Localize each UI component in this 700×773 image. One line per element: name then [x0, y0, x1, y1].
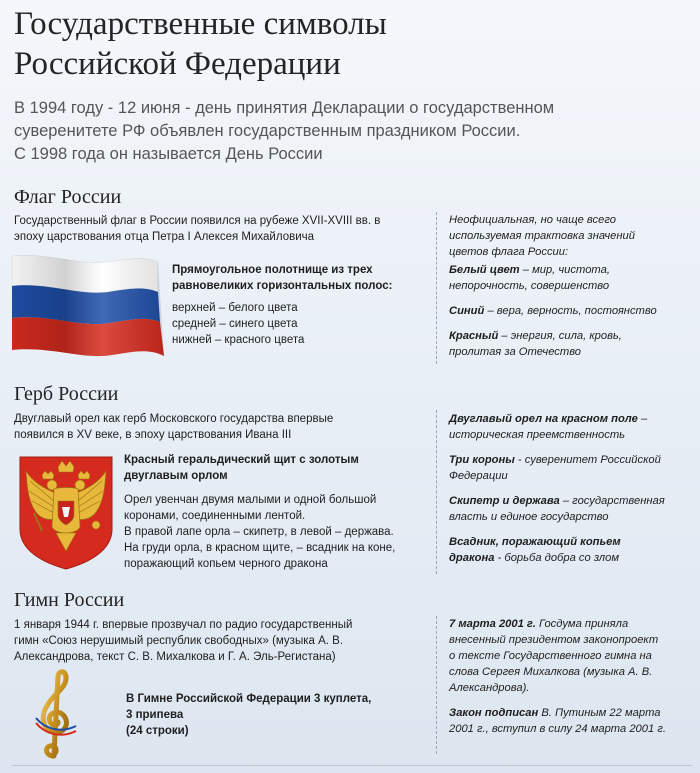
- anthem-s2-line-1: В. Путиным 22 марта: [538, 707, 661, 719]
- title-line-2: Российской Федерации: [14, 46, 341, 82]
- coat-body-line-3: В правой лапе орла – скипетр, в левой – держава.: [124, 526, 394, 538]
- intro-text: [14, 97, 694, 166]
- page-title: [14, 4, 694, 84]
- anthem-verses-line-3: (24 строки): [126, 725, 189, 737]
- stripes-title-line-2: равновеликих горизонтальных полос:: [172, 280, 393, 292]
- flag-desc-line-2: эпоху царствования отца Петра I Алексея Михайловича: [14, 231, 315, 243]
- blue-term: Синий: [449, 305, 485, 317]
- intro-line-3: С 1998 года он называется День России: [14, 145, 323, 163]
- coat-s3-def-2: власть и единое государство: [449, 511, 609, 523]
- blue-meaning: [449, 303, 694, 319]
- russian-flag-image: [8, 252, 166, 362]
- flag-stripes-block: [172, 262, 432, 348]
- coat-shield-block: [124, 452, 424, 572]
- coat-meaning: [449, 411, 694, 566]
- blue-def: – вера, верность, постоянство: [484, 305, 657, 317]
- coat-s4-term-2: дракона: [449, 552, 495, 564]
- coat-description: [14, 411, 429, 443]
- stripe-top-text: верхней – белого цвета: [172, 302, 298, 314]
- coat-body-line-2: коронами, соединенными лентой.: [124, 510, 306, 522]
- coat-divider: [436, 410, 437, 574]
- coat-s4-def: - борьба добра со злом: [494, 552, 619, 564]
- shield-title-line-2: двуглавым орлом: [124, 470, 228, 482]
- anthem-s2-term: Закон подписан: [449, 707, 539, 719]
- coat-s2-def-2: Федерации: [449, 470, 508, 482]
- anthem-s1-line-4: слова Сергея Михалкова (музыка А. В.: [449, 666, 653, 678]
- intro-line-1: В 1994 году - 12 июня - день принятия Декларации о государственном: [14, 99, 555, 117]
- bottom-rule: [12, 765, 692, 766]
- anthem-desc-line-1: 1 января 1944 г. впервые прозвучал по радио государственный: [14, 619, 353, 631]
- stripe-bottom-text: нижней – красного цвета: [172, 334, 305, 346]
- red-def-1: – энергия, сила, кровь,: [498, 330, 622, 342]
- red-term: Красный: [449, 330, 499, 342]
- title-line-1: Государственные символы: [14, 6, 387, 42]
- anthem-description: [14, 617, 429, 665]
- coat-s1-term: Двуглавый орел на красном поле: [449, 413, 638, 425]
- coat-s3-def-1: – государственная: [559, 495, 665, 507]
- anthem-s2-line-2: 2001 г., вступил в силу 24 марта 2001 г.: [449, 723, 666, 735]
- anthem-s1-first: [449, 616, 694, 632]
- flag-colors-meaning: [449, 212, 694, 360]
- anthem-s1-line-5: Александрова).: [449, 682, 530, 694]
- white-def-1: – мир, чистота,: [519, 264, 610, 276]
- coat-heading: Герб России: [14, 383, 119, 405]
- flag-side-intro-2: используемая трактовка значений: [449, 230, 635, 242]
- anthem-divider: [436, 616, 437, 754]
- anthem-s2-first: [449, 705, 694, 721]
- coat-s1-def-1: –: [637, 413, 648, 425]
- coat-s4-term-1: Всадник, поражающий копьем: [449, 536, 621, 548]
- intro-line-2: суверенитете РФ объявлен государственным праздником России.: [14, 122, 521, 140]
- coat-s2-def-1: - суверенитет Российской: [514, 454, 661, 466]
- coat-meaning-4: [449, 550, 694, 566]
- anthem-desc-line-3: Александрова, текст С. В. Михалкова и Г. А. Эль-Регистана): [14, 651, 336, 663]
- coat-body-line-5: поражающий копьем черного дракона: [124, 558, 328, 570]
- stripe-middle-text: средней – синего цвета: [172, 318, 298, 330]
- anthem-verses-line-1: В Гимне Российской Федерации 3 куплета,: [126, 693, 372, 705]
- coat-desc-line-2: появился в XV веке, в эпоху царствования Ивана III: [14, 429, 292, 441]
- flag-side-intro-1: Неофициальная, но чаще всего: [449, 214, 616, 226]
- anthem-s1-line-2: внесенный президентом законопроект: [449, 634, 659, 646]
- white-term: Белый цвет: [449, 264, 520, 276]
- anthem-s1-line-1: Госдума приняла: [535, 618, 629, 630]
- coat-of-arms-image: [18, 455, 114, 571]
- flag-desc-line-1: Государственный флаг в России появился на рубеже XVII-XVIII вв. в: [14, 215, 381, 227]
- anthem-history: [449, 616, 694, 737]
- coat-s2-term: Три короны: [449, 454, 515, 466]
- red-def-2: пролитая за Отечество: [449, 346, 582, 358]
- flag-description: [14, 213, 429, 245]
- coat-body-line-4: На груди орла, в красном щите, – всадник на коне,: [124, 542, 396, 554]
- white-meaning: [449, 262, 694, 278]
- red-meaning: [449, 328, 694, 344]
- anthem-verses-line-2: 3 припева: [126, 709, 184, 721]
- flag-divider: [436, 212, 437, 364]
- coat-meaning-3: [449, 493, 694, 509]
- coat-body-line-1: Орел увенчан двумя малыми и одной большой: [124, 494, 377, 506]
- coat-meaning-2: [449, 452, 694, 468]
- anthem-verses-block: [126, 691, 426, 739]
- coat-s1-def-2: историческая преемственность: [449, 429, 626, 441]
- treble-clef-icon: [30, 668, 82, 760]
- stripes-title-line-1: Прямоугольное полотнище из трех: [172, 264, 373, 276]
- flag-side-intro-3: цветов флага России:: [449, 246, 569, 258]
- coat-s3-term: Скипетр и держава: [449, 495, 560, 507]
- anthem-desc-line-2: гимн «Союз нерушимый республик свободных» (музыка А. В.: [14, 635, 344, 647]
- flag-heading: Флаг России: [14, 186, 122, 208]
- coat-desc-line-1: Двуглавый орел как герб Московского государства впервые: [14, 413, 334, 425]
- anthem-s1-term: 7 марта 2001 г.: [449, 618, 536, 630]
- anthem-s1-line-3: о тексте Государственного гимна на: [449, 650, 652, 662]
- white-def-2: непорочность, совершенство: [449, 280, 610, 292]
- anthem-heading: Гимн России: [14, 589, 125, 611]
- coat-meaning-1: [449, 411, 694, 427]
- shield-title-line-1: Красный геральдический щит с золотым: [124, 454, 359, 466]
